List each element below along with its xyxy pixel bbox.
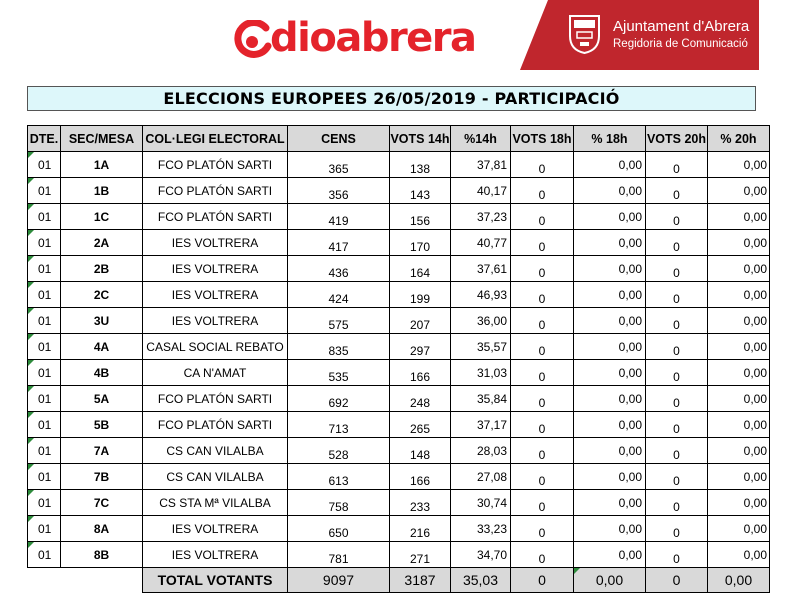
cell-vots-14h: 164 bbox=[390, 256, 451, 282]
cell-pct-20h: 0,00 bbox=[708, 412, 770, 438]
page-title: ELECCIONS EUROPEES 26/05/2019 - PARTICIPACIÓ bbox=[27, 86, 756, 111]
cell-cens: 781 bbox=[288, 542, 390, 568]
totals-pct-18h: 0,00 bbox=[574, 568, 646, 593]
cell-vots-14h: 148 bbox=[390, 438, 451, 464]
cell-pct-18h: 0,00 bbox=[574, 516, 646, 542]
cell-vots-18h: 0 bbox=[511, 230, 574, 256]
col-header-vots-18h: VOTS 18h bbox=[511, 126, 574, 152]
cell-pct-20h: 0,00 bbox=[708, 204, 770, 230]
cell-collegi: IES VOLTRERA bbox=[143, 308, 288, 334]
cell-vots-14h: 138 bbox=[390, 152, 451, 178]
cell-vots-18h: 0 bbox=[511, 386, 574, 412]
cell-dte: 01 bbox=[28, 542, 61, 568]
table-row bbox=[28, 438, 770, 464]
cell-pct-14h: 36,00 bbox=[451, 308, 511, 334]
cell-dte: 01 bbox=[28, 412, 61, 438]
cell-vots-14h: 297 bbox=[390, 334, 451, 360]
cell-vots-20h: 0 bbox=[646, 178, 708, 204]
cell-pct-20h: 0,00 bbox=[708, 178, 770, 204]
cell-vots-14h: 216 bbox=[390, 516, 451, 542]
cell-vots-18h: 0 bbox=[511, 490, 574, 516]
cell-pct-18h: 0,00 bbox=[574, 282, 646, 308]
cell-dte: 01 bbox=[28, 438, 61, 464]
cell-vots-20h: 0 bbox=[646, 542, 708, 568]
cell-dte: 01 bbox=[28, 204, 61, 230]
cell-pct-14h: 30,74 bbox=[451, 490, 511, 516]
table-header-row bbox=[28, 126, 770, 152]
cell-vots-20h: 0 bbox=[646, 204, 708, 230]
cell-vots-18h: 0 bbox=[511, 178, 574, 204]
cell-pct-20h: 0,00 bbox=[708, 334, 770, 360]
cell-cens: 692 bbox=[288, 386, 390, 412]
cell-vots-20h: 0 bbox=[646, 490, 708, 516]
cell-vots-14h: 207 bbox=[390, 308, 451, 334]
cell-pct-18h: 0,00 bbox=[574, 490, 646, 516]
cell-pct-20h: 0,00 bbox=[708, 438, 770, 464]
col-header-cens: CENS bbox=[288, 126, 390, 152]
cell-pct-18h: 0,00 bbox=[574, 230, 646, 256]
cell-pct-14h: 35,84 bbox=[451, 386, 511, 412]
cell-dte: 01 bbox=[28, 152, 61, 178]
totals-vots-14h: 3187 bbox=[390, 568, 451, 593]
cell-cens: 713 bbox=[288, 412, 390, 438]
cell-sec-mesa: 7B bbox=[61, 464, 143, 490]
cell-pct-20h: 0,00 bbox=[708, 464, 770, 490]
col-header-pct-18h: % 18h bbox=[574, 126, 646, 152]
radio-abrera-logo bbox=[232, 12, 507, 64]
radio-logo-text: dioabrera bbox=[270, 15, 476, 61]
cell-pct-14h: 40,77 bbox=[451, 230, 511, 256]
cell-collegi: CS CAN VILALBA bbox=[143, 464, 288, 490]
cell-vots-18h: 0 bbox=[511, 516, 574, 542]
cell-cens: 835 bbox=[288, 334, 390, 360]
cell-pct-18h: 0,00 bbox=[574, 412, 646, 438]
cell-pct-18h: 0,00 bbox=[574, 178, 646, 204]
ajuntament-department: Regidoria de Comunicació bbox=[613, 38, 748, 50]
cell-pct-20h: 0,00 bbox=[708, 308, 770, 334]
cell-cens: 613 bbox=[288, 464, 390, 490]
table-row bbox=[28, 256, 770, 282]
cell-sec-mesa: 7C bbox=[61, 490, 143, 516]
participation-table bbox=[27, 125, 770, 568]
cell-dte: 01 bbox=[28, 386, 61, 412]
cell-dte: 01 bbox=[28, 256, 61, 282]
table-row bbox=[28, 152, 770, 178]
table-row bbox=[28, 464, 770, 490]
cell-collegi: IES VOLTRERA bbox=[143, 256, 288, 282]
cell-dte: 01 bbox=[28, 308, 61, 334]
cell-vots-18h: 0 bbox=[511, 464, 574, 490]
cell-vots-18h: 0 bbox=[511, 204, 574, 230]
cell-pct-18h: 0,00 bbox=[574, 360, 646, 386]
cell-vots-20h: 0 bbox=[646, 360, 708, 386]
cell-collegi: IES VOLTRERA bbox=[143, 542, 288, 568]
col-header-pct-20h: % 20h bbox=[708, 126, 770, 152]
cell-vots-18h: 0 bbox=[511, 412, 574, 438]
col-header-vots-20h: VOTS 20h bbox=[646, 126, 708, 152]
totals-pct-14h: 35,03 bbox=[451, 568, 511, 593]
cell-dte: 01 bbox=[28, 282, 61, 308]
table-row bbox=[28, 542, 770, 568]
cell-pct-14h: 37,23 bbox=[451, 204, 511, 230]
cell-vots-20h: 0 bbox=[646, 334, 708, 360]
cell-pct-14h: 37,17 bbox=[451, 412, 511, 438]
cell-sec-mesa: 7A bbox=[61, 438, 143, 464]
table-row bbox=[28, 516, 770, 542]
cell-vots-20h: 0 bbox=[646, 282, 708, 308]
cell-sec-mesa: 1C bbox=[61, 204, 143, 230]
cell-dte: 01 bbox=[28, 464, 61, 490]
col-header-vots-14h: VOTS 14h bbox=[390, 126, 451, 152]
cell-pct-14h: 28,03 bbox=[451, 438, 511, 464]
cell-cens: 650 bbox=[288, 516, 390, 542]
cell-vots-20h: 0 bbox=[646, 152, 708, 178]
cell-vots-14h: 170 bbox=[390, 230, 451, 256]
table-body bbox=[28, 152, 770, 568]
cell-vots-20h: 0 bbox=[646, 256, 708, 282]
cell-vots-20h: 0 bbox=[646, 230, 708, 256]
cell-vots-18h: 0 bbox=[511, 542, 574, 568]
table-row bbox=[28, 490, 770, 516]
cell-sec-mesa: 4B bbox=[61, 360, 143, 386]
cell-dte: 01 bbox=[28, 490, 61, 516]
cell-pct-20h: 0,00 bbox=[708, 386, 770, 412]
table-row bbox=[28, 282, 770, 308]
cell-vots-20h: 0 bbox=[646, 412, 708, 438]
cell-vots-14h: 166 bbox=[390, 360, 451, 386]
table-row bbox=[28, 386, 770, 412]
cell-pct-18h: 0,00 bbox=[574, 438, 646, 464]
cell-vots-14h: 156 bbox=[390, 204, 451, 230]
cell-pct-20h: 0,00 bbox=[708, 230, 770, 256]
cell-vots-20h: 0 bbox=[646, 386, 708, 412]
cell-sec-mesa: 2C bbox=[61, 282, 143, 308]
cell-vots-14h: 199 bbox=[390, 282, 451, 308]
cell-pct-14h: 37,61 bbox=[451, 256, 511, 282]
cell-pct-18h: 0,00 bbox=[574, 308, 646, 334]
cell-pct-18h: 0,00 bbox=[574, 204, 646, 230]
cell-collegi: FCO PLATÓN SARTI bbox=[143, 386, 288, 412]
cell-cens: 436 bbox=[288, 256, 390, 282]
cell-vots-14h: 248 bbox=[390, 386, 451, 412]
cell-cens: 365 bbox=[288, 152, 390, 178]
cell-collegi: FCO PLATÓN SARTI bbox=[143, 204, 288, 230]
cell-sec-mesa: 5A bbox=[61, 386, 143, 412]
ajuntament-banner bbox=[520, 0, 759, 70]
cell-vots-20h: 0 bbox=[646, 438, 708, 464]
cell-vots-18h: 0 bbox=[511, 308, 574, 334]
table-row bbox=[28, 360, 770, 386]
cell-collegi: IES VOLTRERA bbox=[143, 516, 288, 542]
cell-sec-mesa: 5B bbox=[61, 412, 143, 438]
cell-sec-mesa: 2A bbox=[61, 230, 143, 256]
cell-dte: 01 bbox=[28, 334, 61, 360]
col-header-pct-14h: %14h bbox=[451, 126, 511, 152]
cell-vots-18h: 0 bbox=[511, 256, 574, 282]
cell-collegi: CASAL SOCIAL REBATO bbox=[143, 334, 288, 360]
cell-sec-mesa: 1A bbox=[61, 152, 143, 178]
cell-pct-14h: 33,23 bbox=[451, 516, 511, 542]
cell-sec-mesa: 2B bbox=[61, 256, 143, 282]
cell-cens: 419 bbox=[288, 204, 390, 230]
cell-vots-18h: 0 bbox=[511, 152, 574, 178]
cell-collegi: CA N'AMAT bbox=[143, 360, 288, 386]
cell-cens: 528 bbox=[288, 438, 390, 464]
cell-pct-20h: 0,00 bbox=[708, 490, 770, 516]
cell-vots-20h: 0 bbox=[646, 308, 708, 334]
table-row bbox=[28, 178, 770, 204]
cell-pct-14h: 34,70 bbox=[451, 542, 511, 568]
cell-pct-14h: 46,93 bbox=[451, 282, 511, 308]
cell-collegi: FCO PLATÓN SARTI bbox=[143, 178, 288, 204]
cell-vots-14h: 265 bbox=[390, 412, 451, 438]
cell-vots-18h: 0 bbox=[511, 360, 574, 386]
cell-vots-20h: 0 bbox=[646, 464, 708, 490]
ajuntament-crest-icon bbox=[568, 14, 601, 54]
table-row bbox=[28, 230, 770, 256]
totals-vots-20h: 0 bbox=[646, 568, 708, 593]
ajuntament-name: Ajuntament d'Abrera bbox=[613, 18, 750, 35]
cell-vots-18h: 0 bbox=[511, 334, 574, 360]
cell-collegi: IES VOLTRERA bbox=[143, 230, 288, 256]
cell-sec-mesa: 1B bbox=[61, 178, 143, 204]
cell-pct-18h: 0,00 bbox=[574, 256, 646, 282]
cell-dte: 01 bbox=[28, 178, 61, 204]
cell-vots-14h: 233 bbox=[390, 490, 451, 516]
cell-cens: 535 bbox=[288, 360, 390, 386]
cell-collegi: CS CAN VILALBA bbox=[143, 438, 288, 464]
cell-cens: 356 bbox=[288, 178, 390, 204]
cell-collegi: FCO PLATÓN SARTI bbox=[143, 412, 288, 438]
col-header-dte: DTE. bbox=[28, 126, 61, 152]
cell-pct-20h: 0,00 bbox=[708, 282, 770, 308]
cell-collegi: FCO PLATÓN SARTI bbox=[143, 152, 288, 178]
col-header-collegi: COL·LEGI ELECTORAL bbox=[143, 126, 288, 152]
radio-logo-icon bbox=[232, 20, 272, 60]
cell-collegi: CS STA Mª VILALBA bbox=[143, 490, 288, 516]
cell-cens: 417 bbox=[288, 230, 390, 256]
cell-sec-mesa: 8A bbox=[61, 516, 143, 542]
cell-pct-14h: 27,08 bbox=[451, 464, 511, 490]
cell-dte: 01 bbox=[28, 360, 61, 386]
cell-pct-14h: 40,17 bbox=[451, 178, 511, 204]
cell-sec-mesa: 3U bbox=[61, 308, 143, 334]
col-header-sec-mesa: SEC/MESA bbox=[61, 126, 143, 152]
cell-cens: 575 bbox=[288, 308, 390, 334]
cell-sec-mesa: 4A bbox=[61, 334, 143, 360]
cell-dte: 01 bbox=[28, 516, 61, 542]
cell-cens: 758 bbox=[288, 490, 390, 516]
cell-vots-18h: 0 bbox=[511, 282, 574, 308]
cell-sec-mesa: 8B bbox=[61, 542, 143, 568]
totals-row bbox=[143, 568, 770, 593]
cell-vots-20h: 0 bbox=[646, 516, 708, 542]
totals-vots-18h: 0 bbox=[511, 568, 574, 593]
cell-pct-18h: 0,00 bbox=[574, 386, 646, 412]
cell-collegi: IES VOLTRERA bbox=[143, 282, 288, 308]
table-row bbox=[28, 204, 770, 230]
totals-cens: 9097 bbox=[288, 568, 390, 593]
cell-pct-18h: 0,00 bbox=[574, 334, 646, 360]
cell-vots-14h: 143 bbox=[390, 178, 451, 204]
cell-vots-14h: 166 bbox=[390, 464, 451, 490]
table-row bbox=[28, 308, 770, 334]
cell-pct-20h: 0,00 bbox=[708, 256, 770, 282]
totals-label: TOTAL VOTANTS bbox=[143, 568, 288, 593]
cell-pct-20h: 0,00 bbox=[708, 360, 770, 386]
cell-pct-18h: 0,00 bbox=[574, 152, 646, 178]
cell-pct-14h: 35,57 bbox=[451, 334, 511, 360]
cell-pct-20h: 0,00 bbox=[708, 516, 770, 542]
cell-pct-20h: 0,00 bbox=[708, 152, 770, 178]
cell-cens: 424 bbox=[288, 282, 390, 308]
cell-pct-18h: 0,00 bbox=[574, 542, 646, 568]
cell-pct-14h: 37,81 bbox=[451, 152, 511, 178]
cell-vots-18h: 0 bbox=[511, 438, 574, 464]
cell-dte: 01 bbox=[28, 230, 61, 256]
totals-pct-20h: 0,00 bbox=[708, 568, 770, 593]
cell-pct-14h: 31,03 bbox=[451, 360, 511, 386]
cell-pct-20h: 0,00 bbox=[708, 542, 770, 568]
cell-pct-18h: 0,00 bbox=[574, 464, 646, 490]
cell-vots-14h: 271 bbox=[390, 542, 451, 568]
table-row bbox=[28, 334, 770, 360]
table-row bbox=[28, 412, 770, 438]
totals-table bbox=[142, 567, 770, 593]
